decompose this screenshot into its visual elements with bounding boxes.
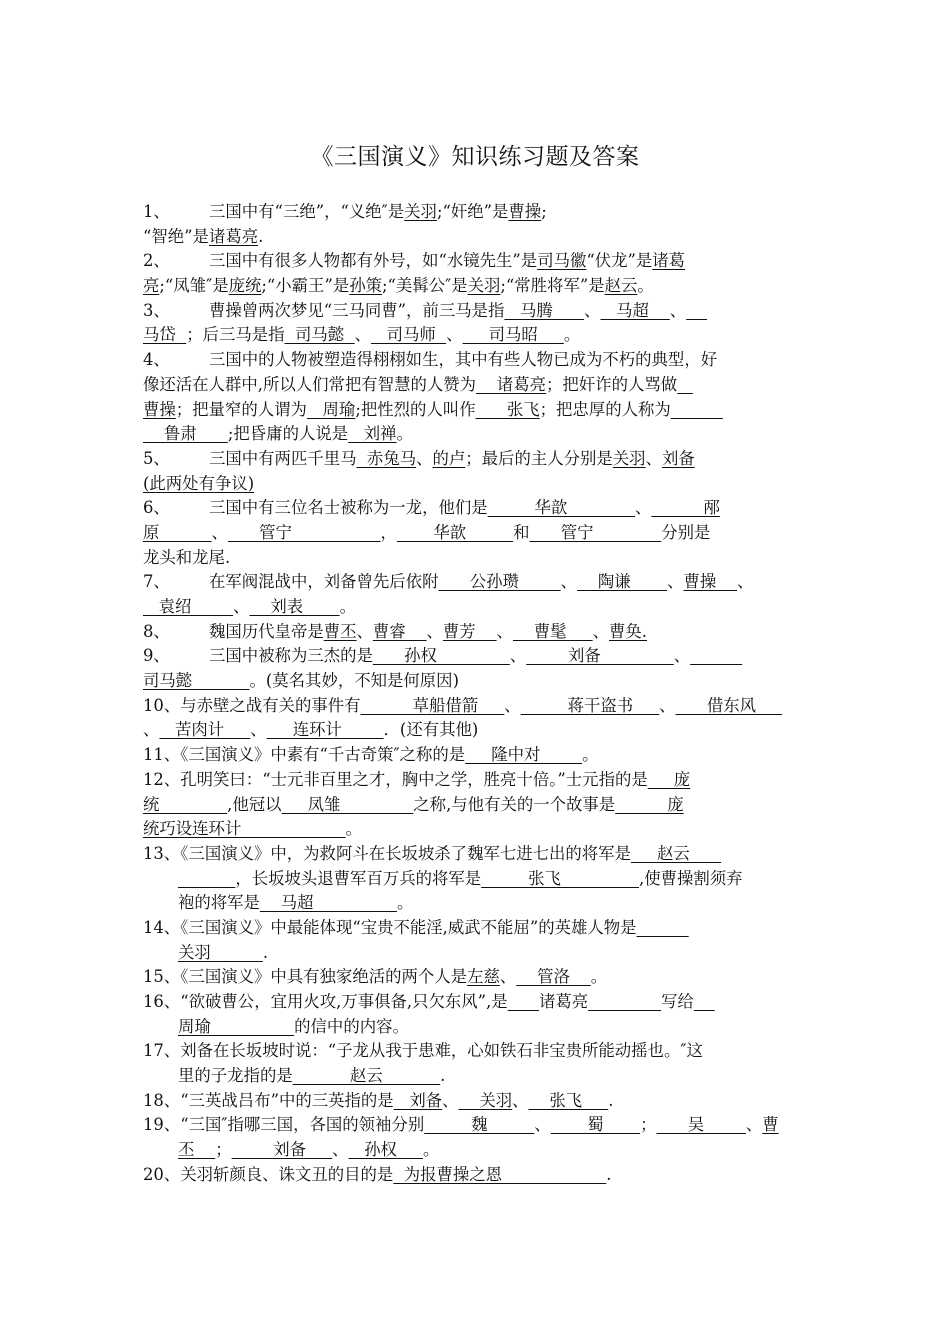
question-text: 、 — [645, 448, 662, 468]
text-line — [143, 1138, 827, 1163]
question-number: 9、 — [143, 646, 170, 666]
question-number: 7、 — [143, 572, 170, 592]
question-text: 、 — [737, 572, 754, 592]
answer-blank: 亮 — [143, 276, 160, 296]
text-line — [143, 867, 827, 892]
answer-blank: 孙权 — [372, 646, 510, 666]
answer-blank: 的卢 — [432, 448, 466, 468]
answer-blank — [588, 992, 661, 1011]
question-text: ； — [640, 1115, 657, 1135]
question-number: 3、 — [143, 300, 170, 320]
answer-blank: 张飞 — [528, 1090, 609, 1110]
question-text: . — [258, 226, 264, 246]
question-text: “伏龙”是 — [586, 251, 653, 271]
question-text: ；把量窄的人谓为 — [175, 399, 307, 419]
answer-blank: 曹髦 — [512, 621, 593, 641]
answer-blank: 孙权 — [348, 1140, 423, 1160]
answer-blank: (此两处有争议) — [143, 473, 255, 493]
answer-blank: 鲁肃 — [143, 424, 228, 444]
question-text: 18、“三英战吕布”中的三英指的是 — [143, 1090, 394, 1110]
question-text: 三国中有很多人物都有外号，如“水镜先生”是 — [209, 251, 538, 271]
question-text: 、 — [584, 300, 601, 320]
answer-blank: 庞统 — [228, 276, 262, 296]
text-line — [143, 965, 827, 990]
question-text: ； — [215, 1140, 232, 1160]
answer-blank: 蜀 — [550, 1115, 641, 1135]
question-text: 、 — [504, 695, 521, 715]
question-text: 、 — [354, 325, 371, 345]
question-text: ;把昏庸的人说是 — [227, 424, 349, 444]
answer-blank: 刘备 — [661, 448, 695, 468]
question-text: 、 — [233, 597, 250, 616]
question-text: . — [608, 1090, 614, 1110]
question-text: ，长坂坡头退曹军百万兵的将军是 — [235, 868, 482, 888]
answer-blank: 赵云 — [292, 1066, 441, 1086]
answer-blank: 刘备 — [393, 1090, 443, 1110]
answer-blank: 公孙瓒 — [438, 572, 561, 592]
answer-blank: 邴 — [651, 498, 720, 518]
answer-blank: 为报曹操之恩 — [393, 1164, 607, 1184]
answer-blank: 曹奂. — [609, 621, 648, 641]
answer-blank: 凤雏 — [281, 794, 414, 814]
question-text: 、 — [673, 646, 691, 666]
question-text: 在军阀混战中，刘备曾先后依附 — [209, 572, 439, 592]
question-text: 、 — [512, 1090, 529, 1110]
text-line — [143, 299, 827, 324]
answer-blank: 周瑜 — [306, 399, 356, 419]
question-list — [143, 200, 827, 1188]
answer-blank: 关羽 — [458, 1090, 513, 1110]
question-text: 13、《三国演义》中，为救阿斗在长坂坡杀了魏军七进七出的将军是 — [143, 843, 631, 863]
answer-blank: 张飞 — [481, 868, 639, 888]
text-line — [143, 990, 827, 1015]
text-line — [143, 447, 827, 472]
text-line — [143, 817, 827, 842]
text-line — [143, 793, 827, 818]
text-line — [143, 1064, 827, 1089]
question-text: ；后三马是指 — [186, 325, 285, 345]
answer-blank: 马超 — [259, 893, 397, 913]
text-line — [143, 1163, 827, 1188]
answer-blank: 魏 — [424, 1115, 535, 1135]
question-text: 三国中有“三绝”，“义绝″是 — [209, 202, 405, 221]
answer-blank — [508, 992, 539, 1011]
question-number: 5、 — [143, 448, 170, 468]
question-text: 三国中被称为三杰的是 — [209, 646, 373, 666]
text-line — [143, 743, 827, 768]
question-text: 、 — [534, 1115, 551, 1135]
question-text: 写给 — [661, 992, 694, 1011]
question-number: 8、 — [143, 621, 170, 641]
question-text: 诸葛亮 — [538, 992, 589, 1011]
answer-blank: 原 — [143, 522, 212, 542]
answer-blank: 关羽 — [612, 448, 646, 468]
answer-blank: 马腾 — [504, 300, 585, 320]
question-text: 像还活在人群中,所以人们常把有智慧的人赞为 — [143, 374, 477, 394]
answer-blank: 关羽 — [178, 942, 263, 962]
question-text: 、 — [211, 522, 228, 542]
question-text: 16、“欲破曹公，宜用火攻,万事俱备,只欠东风”,是 — [143, 992, 508, 1011]
question-text: ;“常胜将军”是 — [500, 276, 605, 296]
answer-blank: 苦肉计 — [159, 720, 251, 740]
question-text: ,使曹操割须弃 — [639, 868, 743, 888]
question-text: 之称,与他有关的一个故事是 — [413, 794, 616, 814]
page-title: 《三国演义》知识练习题及答案 — [310, 144, 640, 170]
answer-blank — [637, 918, 689, 937]
answer-blank — [694, 992, 715, 1011]
answer-blank: 曹操 — [143, 399, 176, 419]
text-line — [143, 595, 827, 620]
question-text: 、 — [426, 621, 443, 641]
answer-blank: 曹操 — [508, 202, 542, 221]
question-text: 14、《三国演义》中最能体现“宝贵不能淫,威武不能屈”的英雄人物是 — [143, 917, 637, 937]
text-line — [143, 373, 827, 398]
question-text: 17、刘备在长坂坡时说：“子龙从我于患难，心如铁石非宝贵所能动摇也。″这 — [143, 1041, 703, 1061]
answer-blank: 刘表 — [249, 597, 340, 616]
question-text: ;“奸绝”是 — [436, 202, 509, 221]
question-text: 和 — [513, 522, 530, 542]
question-text: ;把性烈的人叫作 — [355, 399, 476, 419]
answer-blank — [686, 301, 707, 320]
text-line — [143, 620, 827, 645]
text-line — [143, 570, 827, 595]
answer-blank: 曹睿 — [372, 621, 427, 641]
answer-blank: 管宁 — [529, 522, 662, 542]
question-text: 、 — [667, 572, 684, 592]
answer-blank: 连环计 — [266, 720, 384, 740]
answer-blank: 华歆 — [396, 522, 514, 542]
answer-blank: 华歆 — [487, 498, 636, 518]
question-text: 。 — [563, 325, 581, 345]
question-text: 、 — [745, 1115, 763, 1135]
question-text: 。 — [582, 745, 599, 765]
text-line — [143, 1113, 827, 1138]
text-line — [143, 225, 827, 250]
question-text: 、 — [250, 720, 267, 740]
text-line — [143, 274, 827, 299]
question-text: 11、《三国演义》中素有“千古奇策″之称的是 — [143, 745, 466, 765]
text-line — [143, 200, 827, 225]
text-line — [143, 891, 827, 916]
answer-blank: 赵云 — [604, 276, 638, 296]
answer-blank: 诸葛亮 — [476, 374, 547, 394]
question-text: 。 — [590, 967, 608, 987]
answer-blank: 司马徽 — [537, 251, 587, 271]
answer-blank: 曹 — [762, 1115, 779, 1135]
question-text: ; — [541, 202, 547, 221]
question-text: 袍的将军是 — [178, 893, 260, 913]
question-text: ．(还有其他) — [383, 720, 479, 740]
answer-blank: 丕 — [178, 1140, 216, 1160]
question-text: ;“凤雏″是 — [159, 276, 229, 296]
question-text: 、 — [356, 621, 373, 641]
text-line — [143, 916, 827, 941]
question-number: 2、 — [143, 251, 170, 271]
question-text: ,他冠以 — [227, 794, 282, 814]
question-text: 、 — [509, 646, 527, 666]
answer-blank: 刘备 — [231, 1140, 333, 1160]
answer-blank: 隆中对 — [465, 745, 583, 765]
answer-blank — [690, 646, 742, 665]
question-text: 的信中的内容。 — [294, 1016, 409, 1036]
answer-blank: 曹操 — [683, 572, 738, 592]
question-text: . — [606, 1164, 612, 1184]
answer-blank: 马超 — [600, 300, 670, 320]
question-text: 、 — [659, 695, 676, 715]
answer-blank: 司马昭 — [462, 325, 564, 345]
text-line — [143, 941, 827, 966]
text-line — [143, 1015, 827, 1040]
answer-blank: 陶谦 — [576, 572, 668, 592]
answer-blank: 庞 — [615, 794, 684, 814]
question-number: 6、 — [143, 498, 170, 518]
answer-blank: 曹丕 — [323, 621, 357, 641]
question-text: 19、“三国″指哪三国，各国的领袖分别 — [143, 1115, 425, 1135]
question-text: 、 — [560, 572, 577, 592]
question-text: 15、《三国演义》中具有独家绝活的两个人是 — [143, 967, 468, 987]
answer-blank: 蒋干盗书 — [520, 695, 660, 715]
answer-blank: 庞 — [647, 769, 691, 789]
question-text: ；把奸诈的人骂做 — [546, 374, 678, 394]
answer-blank: 孙策 — [349, 276, 382, 296]
question-text: . — [440, 1066, 446, 1086]
question-text: 、 — [143, 720, 160, 740]
text-line — [143, 496, 827, 521]
answer-blank: 赵云 — [630, 843, 722, 863]
answer-blank: 关羽 — [467, 276, 501, 296]
answer-blank: 司马懿 — [284, 325, 355, 345]
question-text: 、 — [416, 448, 433, 468]
question-text: 、 — [496, 621, 513, 641]
question-text: 。 — [637, 276, 654, 296]
answer-blank: 诸葛亮 — [208, 226, 259, 246]
text-line — [143, 348, 827, 373]
question-text: . — [262, 942, 269, 962]
question-text: 、 — [442, 1090, 459, 1110]
answer-blank: 诸葛 — [652, 251, 686, 271]
text-line — [143, 323, 827, 348]
answer-blank: 草船借箭 — [360, 695, 505, 715]
text-line — [143, 398, 827, 423]
answer-blank: 周瑜 — [178, 1016, 295, 1036]
question-text: 20、关羽斩颜良、诛文丑的目的是 — [143, 1164, 394, 1184]
answer-blank: 管洛 — [516, 967, 591, 987]
text-line — [143, 842, 827, 867]
answer-blank: 左慈 — [467, 967, 500, 987]
question-text: 三国中的人物被塑造得栩栩如生，其中有些人物已成为不朽的典型，好 — [209, 350, 718, 370]
question-text: 。 — [345, 819, 362, 839]
question-text: ；最后的主人分别是 — [465, 448, 613, 468]
text-line — [143, 422, 827, 447]
question-text: 龙头和龙尾. — [143, 547, 231, 567]
text-line — [143, 521, 827, 546]
answer-blank: 刘禅 — [348, 424, 397, 444]
question-text: 、 — [669, 300, 687, 320]
question-text: 三国中有三位名士被称为一龙，他们是 — [209, 498, 488, 518]
answer-blank: 袁绍 — [143, 597, 234, 616]
question-text: 10、与赤壁之战有关的事件有 — [143, 695, 361, 715]
text-line — [143, 472, 827, 497]
question-text: 、 — [499, 967, 517, 987]
text-line — [143, 768, 827, 793]
answer-blank: 马岱 — [143, 325, 187, 345]
text-line — [143, 718, 827, 743]
question-text: ；把忠厚的人称为 — [539, 399, 671, 419]
question-text: 。 — [396, 424, 413, 444]
question-text: 12、孔明笑曰：“士元非百里之才，胸中之学，胜亮十倍。”士元指的是 — [143, 769, 648, 789]
question-text: 。 — [423, 1140, 440, 1160]
answer-blank — [178, 869, 235, 888]
question-text: 。(莫名其妙，不知是何原因) — [249, 671, 459, 691]
answer-blank: 司马懿 — [143, 671, 250, 691]
question-text: 魏国历代皇帝是 — [209, 621, 324, 641]
answer-blank: 借东风 — [675, 695, 783, 715]
answer-blank: 统巧设连环计 — [143, 819, 346, 839]
text-line — [143, 694, 827, 719]
answer-blank — [671, 400, 723, 419]
answer-blank: 张飞 — [475, 399, 540, 419]
text-line — [143, 644, 827, 669]
answer-blank: 赤兔马 — [356, 448, 417, 468]
text-line — [143, 669, 827, 694]
answer-blank — [677, 375, 693, 394]
text-line — [143, 1089, 827, 1114]
question-text: “智绝”是 — [143, 226, 209, 246]
question-text: ;“美髯公″是 — [382, 276, 468, 296]
question-text: 、 — [446, 325, 463, 345]
question-text: 、 — [635, 498, 652, 518]
question-text: 三国中有两匹千里马 — [209, 448, 357, 468]
text-line — [143, 249, 827, 274]
answer-blank: 关羽 — [404, 202, 437, 221]
question-text: 、 — [592, 621, 610, 641]
answer-blank: 司马师 — [370, 325, 447, 345]
question-text: 。 — [396, 893, 414, 913]
text-line — [143, 1039, 827, 1064]
answer-blank: 管宁 — [227, 522, 381, 542]
question-number: 1、 — [143, 202, 170, 221]
answer-blank: 曹芳 — [442, 621, 497, 641]
text-line — [143, 546, 827, 571]
question-text: 。 — [339, 597, 356, 616]
question-number: 4、 — [143, 350, 170, 370]
question-text: 分别是 — [661, 522, 711, 542]
question-text: 曹操曾两次梦见“三马同曹”，前三马是指 — [209, 300, 505, 320]
answer-blank: 刘备 — [526, 646, 674, 666]
answer-blank: 吴 — [656, 1115, 746, 1135]
question-text: ， — [380, 522, 397, 542]
answer-blank: 统 — [143, 794, 228, 814]
question-text: 里的子龙指的是 — [178, 1066, 293, 1086]
question-text: ;“小霸王”是 — [261, 276, 350, 296]
question-text: 、 — [332, 1140, 349, 1160]
